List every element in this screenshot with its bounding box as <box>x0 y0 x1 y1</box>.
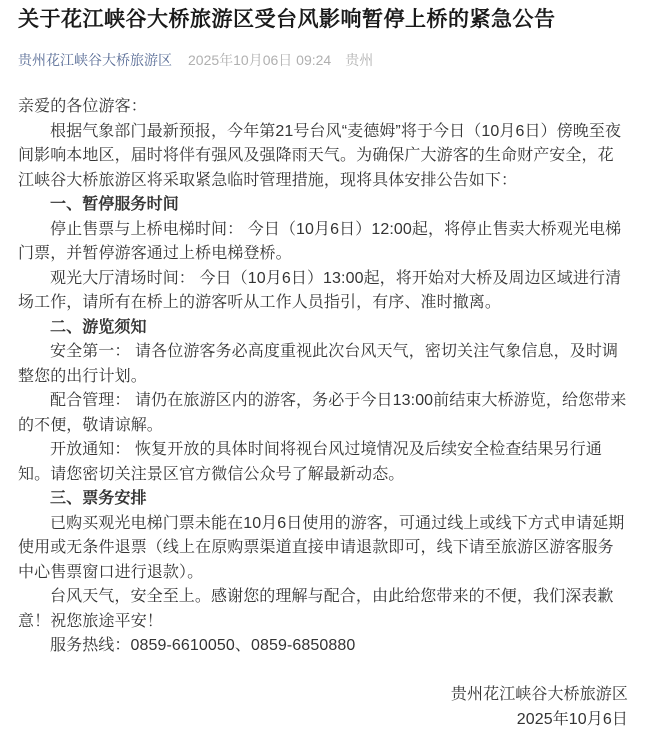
account-name-link[interactable]: 贵州花江峡谷大桥旅游区 <box>18 52 172 68</box>
paragraph: 已购买观光电梯门票未能在10月6日使用的游客，可通过线上或线下方式申请延期使用或无条件退票（线上在原购票渠道直接申请退款即可，线下请至旅游区游客服务中心售票窗口进行退款）。 <box>18 514 625 581</box>
article-title: 关于花江峡谷大桥旅游区受台风影响暂停上桥的紧急公告 <box>18 8 556 31</box>
paragraph: 配合管理： 请仍在旅游区内的游客，务必于今日13:00前结束大桥游览，给您带来的不便，敬请谅解。 <box>18 392 627 434</box>
section-heading: 二、游览须知 <box>50 318 147 336</box>
paragraph: 安全第一： 请各位游客务必高度重视此次台风天气，密切关注气象信息，及时调整您的出行计划。 <box>18 343 619 385</box>
service-hotline: 服务热线：0859-6610050、0859-6850880 <box>50 637 356 654</box>
publish-location: 贵州 <box>345 52 374 68</box>
paragraph: 根据气象部门最新预报，今年第21号台风“麦德姆”将于今日（10月6日）傍晚至夜间影响本地区，届时将伴有强风及强降雨天气。为确保广大游客的生命财产安全，花江峡谷大桥旅游区将采取紧急临时管理措施，现将具体安排公告如下： <box>18 122 622 189</box>
salutation: 亲爱的各位游客： <box>18 98 147 115</box>
signature-name: 贵州花江峡谷大桥旅游区 <box>450 686 628 703</box>
paragraph: 停止售票与上桥电梯时间： 今日（10月6日）12:00起，将停止售卖大桥观光电梯门票，并暂停游客通过上桥电梯登桥。 <box>18 220 622 262</box>
article-meta <box>18 51 628 69</box>
publish-datetime: 2025年10月06日 09:24 <box>188 52 332 68</box>
section-heading: 一、暂停服务时间 <box>50 196 179 213</box>
paragraph: 开放通知： 恢复开放的具体时间将视台风过境情况及后续安全检查结果另行通知。请您密切关注景区官方微信公众号了解最新动态。 <box>18 441 602 483</box>
signature-block <box>18 683 628 732</box>
article-body <box>18 95 628 732</box>
paragraph: 观光大厅清场时间： 今日（10月6日）13:00起，将开始对大桥及周边区域进行清场工作，请所有在桥上的游客听从工作人员指引，有序、准时撤离。 <box>18 269 622 311</box>
signature-date: 2025年10月6日 <box>516 710 628 728</box>
paragraph: 台风天气，安全至上。感谢您的理解与配合，由此给您带来的不便，我们深表歉意！祝您旅途平安！ <box>18 588 614 630</box>
section-heading: 三、票务安排 <box>50 490 147 507</box>
